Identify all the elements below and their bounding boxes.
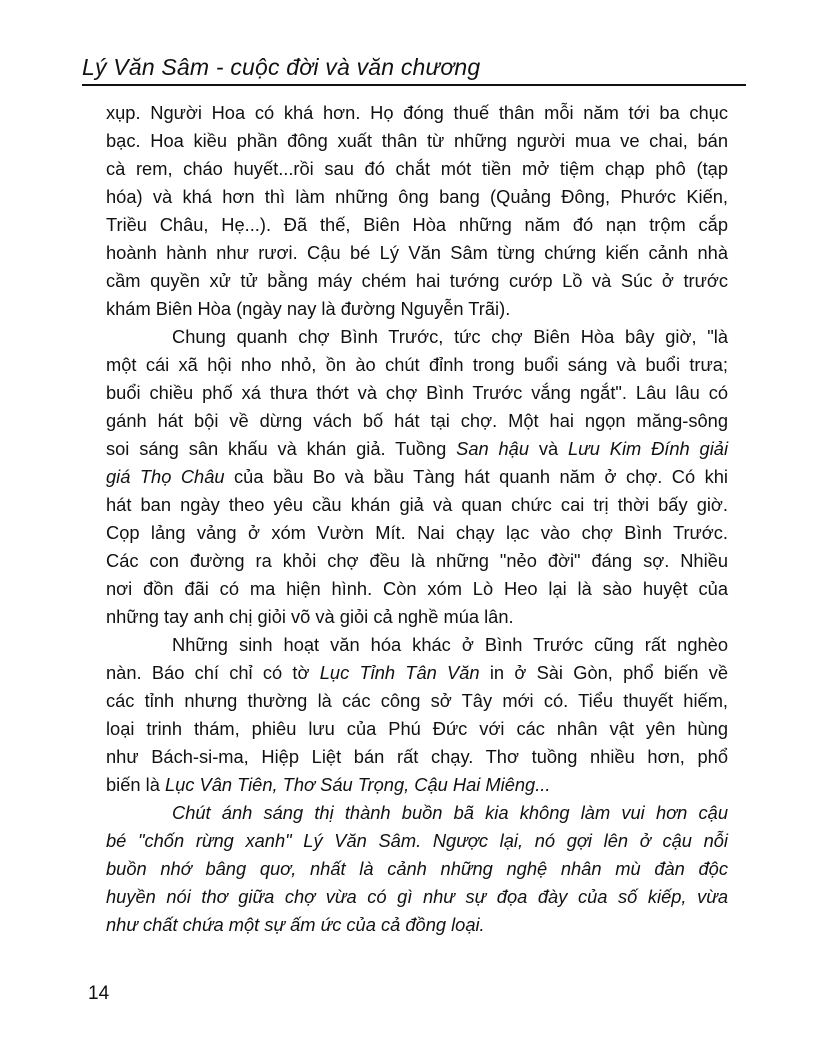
italic-text: bé "chốn rừng xanh" Lý Văn Sâm. Ngược lại, nó gợi lên ở cậu nỗi	[106, 830, 728, 851]
page-number: 14	[88, 983, 110, 1004]
italic-text: Lục Vân Tiên, Thơ Sáu Trọng, Cậu Hai Miêng...	[164, 774, 551, 795]
paragraph	[106, 323, 728, 631]
paragraph	[106, 799, 728, 939]
text-line	[106, 715, 728, 743]
text-line	[106, 295, 728, 323]
text-line	[106, 127, 728, 155]
text-segment: như Bách-si-ma, Hiệp Liệt bán rất chạy. Thơ tuồng nhiều hơn, phổ	[106, 746, 728, 767]
header-title: Lý Văn Sâm - cuộc đời và văn chương	[82, 54, 481, 80]
text-segment: hát ban ngày theo yêu cầu khán giả và quan chức cai trị thời bấy giờ.	[106, 494, 728, 515]
text-line	[106, 407, 728, 435]
text-segment: hoành hành như rươi. Cậu bé Lý Văn Sâm từng chứng kiến cảnh nhà	[106, 242, 728, 263]
body-text	[106, 99, 728, 939]
text-line	[106, 183, 728, 211]
text-segment: Những sinh hoạt văn hóa khác ở Bình Trước cũng rất nghèo	[172, 634, 728, 655]
paragraph	[106, 99, 728, 323]
text-segment: gánh hát bội về dừng vách bố hát tại chợ. Một hai ngọn măng-sông	[106, 410, 728, 431]
italic-text: như chất chứa một sự ấm ức của cả đồng loại.	[106, 914, 485, 935]
text-line	[106, 239, 728, 267]
text-line	[106, 323, 728, 351]
text-line	[106, 491, 728, 519]
italic-text: Lục Tỉnh Tân Văn	[319, 662, 480, 683]
text-line	[106, 855, 728, 883]
text-line	[106, 659, 728, 687]
text-line	[106, 435, 728, 463]
text-segment: Triều Châu, Hẹ...). Đã thế, Biên Hòa những năm đó nạn trộm cắp	[106, 214, 728, 235]
italic-text: buồn nhớ bâng quơ, nhất là cảnh những nghệ nhân mù đàn độc	[106, 858, 728, 879]
italic-text: San hậu	[456, 438, 529, 459]
text-segment: Cọp lảng vảng ở xóm Vườn Mít. Nai chạy lạc vào chợ Bình Trước.	[106, 522, 728, 543]
text-line	[106, 99, 728, 127]
text-line	[106, 379, 728, 407]
text-segment: cầm quyền xử tử bằng máy chém hai tướng cướp Lồ và Súc ở trước	[106, 270, 728, 291]
text-segment: hóa) và khá hơn thì làm những ông bang (Quảng Đông, Phước Kiến,	[106, 186, 728, 207]
text-segment: bạc. Hoa kiều phần đông xuất thân từ những người mua ve chai, bán	[106, 130, 728, 151]
text-line	[106, 771, 728, 799]
text-line	[106, 603, 728, 631]
text-segment: biến là	[106, 774, 165, 795]
text-segment: soi sáng sân khấu và khán giả. Tuồng	[106, 438, 457, 459]
text-segment: những tay anh chị giỏi võ và giỏi cả nghề múa lân.	[106, 606, 514, 627]
text-line	[106, 799, 728, 827]
text-line	[106, 883, 728, 911]
text-line	[106, 267, 728, 295]
text-segment: Chung quanh chợ Bình Trước, tức chợ Biên Hòa bây giờ, "là	[172, 326, 728, 347]
text-segment: buổi chiều phố xá thưa thớt và chợ Bình Trước vắng ngắt". Lâu lâu có	[106, 382, 728, 403]
text-line	[106, 575, 728, 603]
text-line	[106, 211, 728, 239]
text-line	[106, 687, 728, 715]
italic-text: Chút ánh sáng thị thành buồn bã kia không làm vui hơn cậu	[172, 802, 728, 823]
italic-text: huyền nói thơ giữa chợ vừa có gì như sự đọa đày của số kiếp, vừa	[106, 886, 728, 907]
text-line	[106, 351, 728, 379]
text-line	[106, 631, 728, 659]
text-segment: một cái xã hội nho nhỏ, ồn ào chút đỉnh trong buổi sáng và buổi trưa;	[106, 354, 728, 375]
text-segment: các tỉnh nhưng thường là các công sở Tây mới có. Tiểu thuyết hiếm,	[106, 690, 728, 711]
text-line	[106, 743, 728, 771]
text-segment: nàn. Báo chí chỉ có tờ	[106, 662, 320, 683]
text-line	[106, 911, 728, 939]
text-segment: khám Biên Hòa (ngày nay là đường Nguyễn Trãi).	[106, 298, 511, 319]
text-line	[106, 519, 728, 547]
paragraph	[106, 631, 728, 799]
text-segment: nơi đồn đãi có ma hiện hình. Còn xóm Lò Heo lại là sào huyệt của	[106, 578, 728, 599]
text-line	[106, 827, 728, 855]
text-segment: của bầu Bo và bầu Tàng hát quanh năm ở chợ. Có khi	[224, 466, 728, 487]
text-segment: xụp. Người Hoa có khá hơn. Họ đóng thuế thân mỗi năm tới ba chục	[106, 102, 728, 123]
italic-text: Lưu Kim Đính giải	[568, 438, 729, 459]
running-header	[82, 48, 746, 86]
text-segment: và	[529, 438, 568, 459]
text-line	[106, 155, 728, 183]
text-segment: cà rem, cháo huyết...rồi sau đó chắt mót tiền mở tiệm chạp phô (tạp	[106, 158, 728, 179]
text-segment: in ở Sài Gòn, phổ biến về	[479, 662, 729, 683]
italic-text: giá Thọ Châu	[106, 466, 225, 487]
text-line	[106, 463, 728, 491]
text-segment: loại trinh thám, phiêu lưu của Phú Đức với các nhân vật yên hùng	[106, 718, 728, 739]
text-segment: Các con đường ra khỏi chợ đều là những "nẻo đời" đáng sợ. Nhiều	[106, 550, 728, 571]
text-line	[106, 547, 728, 575]
